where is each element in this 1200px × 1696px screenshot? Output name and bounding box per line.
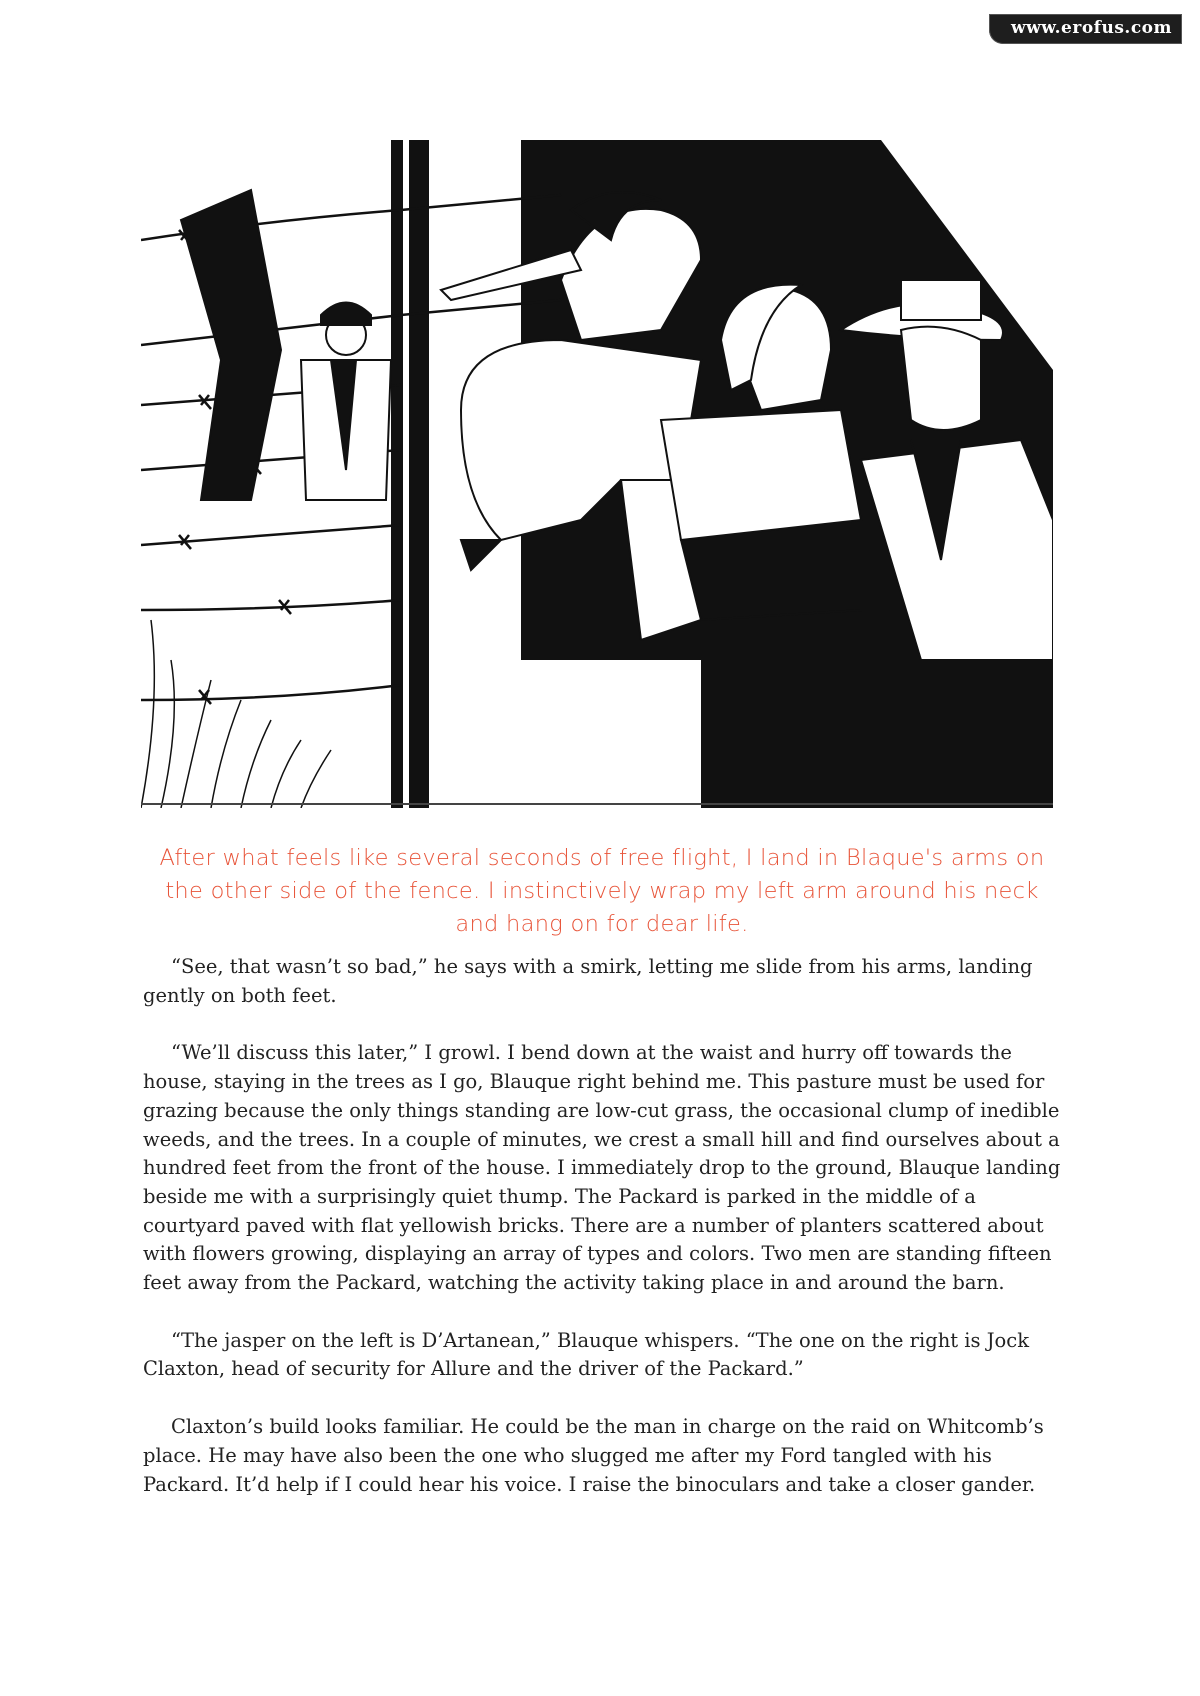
illustration-caption: After what feels like several seconds of free flight, I land in Blaque's arms on the other side of the fence. I instinctively wrap my left arm around his neck and hang on for dear life. xyxy=(159,845,1045,937)
illustration xyxy=(141,140,1053,808)
ink-drawing xyxy=(141,140,1053,808)
paragraph: “We’ll discuss this later,” I growl. I bend down at the waist and hurry off towards the house, staying in the trees as I go, Blauque right behind me. This pasture must be used for grazing because the only things standing are low-cut grass, the occasional clump of inedible weeds, and the trees. In a couple of minutes, we crest a small hill and find ourselves about a hundred feet from the front of the house. I immediately drop to the ground, Blauque landing beside me with a surprisingly quiet thump. The Packard is parked in the middle of a courtyard paved with flat yellowish bricks. There are a number of planters scattered about with flowers growing, displaying an array of types and colors. Two men are standing fifteen feet away from the Packard, watching the activity taking place in and around the barn. xyxy=(143,1041,1061,1295)
paragraph: “The jasper on the left is D’Artanean,” Blauque whispers. “The one on the right is Jock Claxton, head of security for Allure and the driver of the Packard.” xyxy=(143,1328,1030,1381)
paragraph: Claxton’s build looks familiar. He could be the man in charge on the raid on Whitcomb’s place. He may have also been the one who slugged me after my Ford tangled with his Packard. It’d help if I could hear his voice. I raise the binoculars and take a closer gander. xyxy=(143,1415,1044,1496)
story-text xyxy=(143,953,1065,1528)
grass xyxy=(141,620,331,808)
paragraph: “See, that wasn’t so bad,” he says with a smirk, letting me slide from his arms, landing gently on both feet. xyxy=(143,955,1033,1007)
fence-post xyxy=(391,140,429,808)
watermark: www.erofus.com xyxy=(989,14,1182,44)
figure-left-man xyxy=(181,190,391,500)
